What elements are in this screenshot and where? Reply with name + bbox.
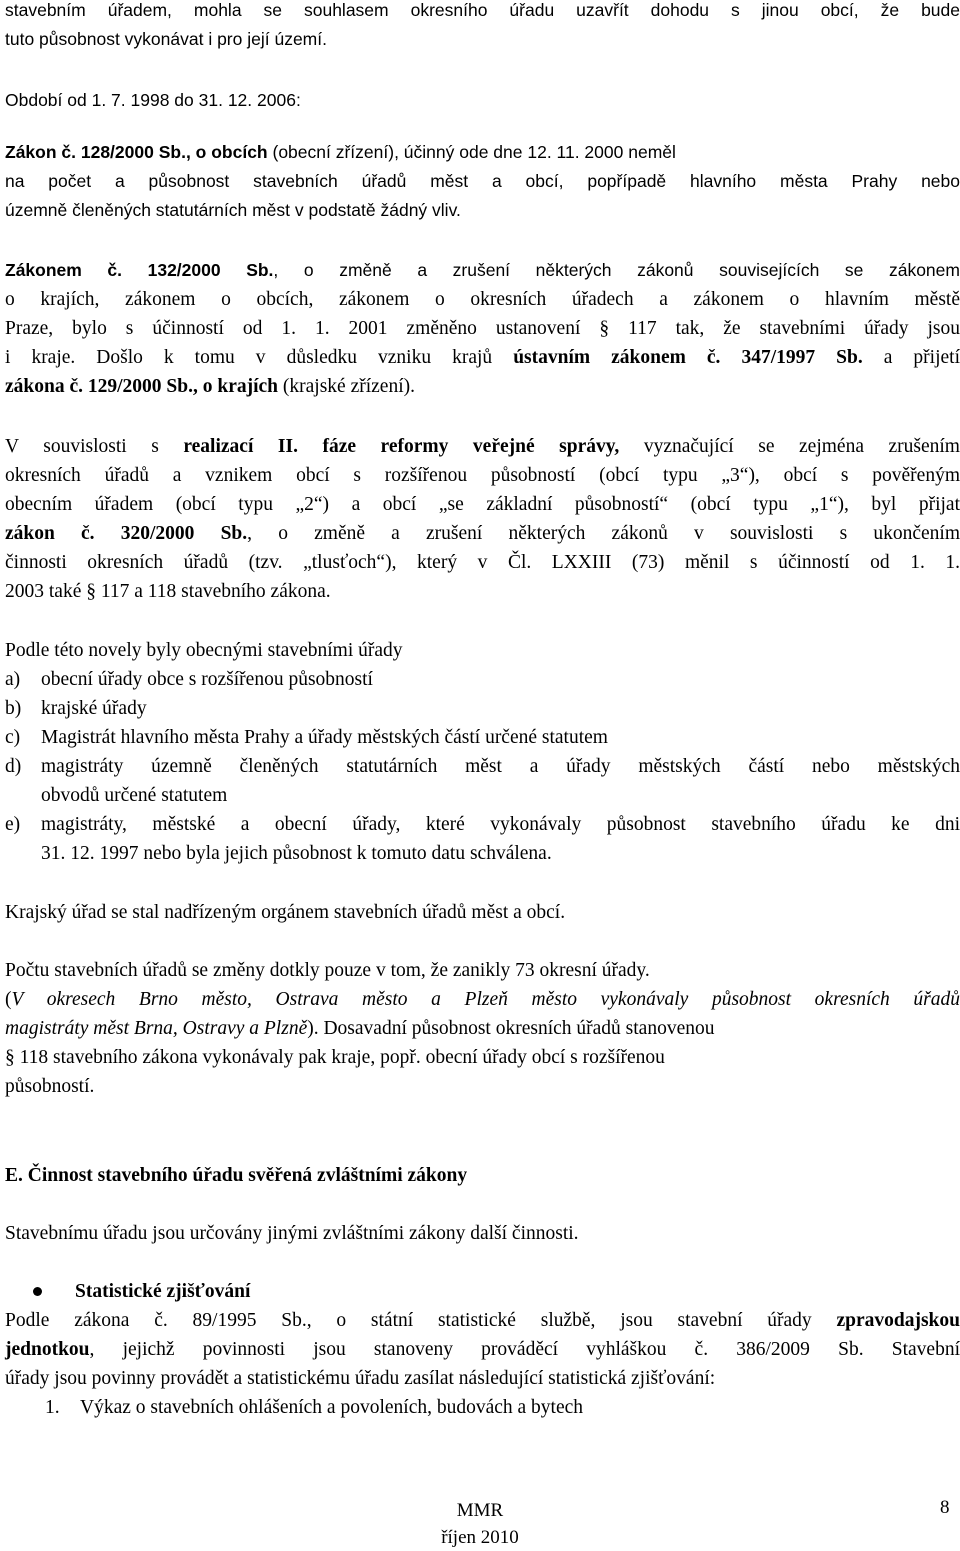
text-line: Podle této novely byly obecnými stavebními úřady — [5, 640, 403, 661]
text-line: územně členěných statutárních měst v podstatě žádný vliv. — [5, 200, 461, 220]
list-item-label: b) — [5, 698, 22, 719]
list-item: a) obecní úřady obce s rozšířenou působností — [5, 665, 960, 694]
text-line: obecním úřadem (obcí typu „2“) a obcí „se základní působností“ (obcí typu „1“), byl přijat — [5, 494, 960, 515]
text-line: magistráty měst Brna, Ostravy a Plzně). Dosavadní působnost okresních úřadů stanovenou — [5, 1018, 715, 1039]
text-line: Počtu stavebních úřadů se změny dotkly pouze v tom, že zanikly 73 okresní úřady. — [5, 960, 650, 981]
page-footer — [405, 1497, 555, 1551]
text-line: zákona č. 129/2000 Sb., o krajích (krajské zřízení). — [5, 376, 415, 397]
bullet-icon — [33, 1287, 42, 1296]
bullet-item: Statistické zjišťování — [5, 1277, 960, 1306]
text-line: úřady jsou povinny provádět a statistickému úřadu zasílat následující statistická zjišťování: — [5, 1368, 716, 1389]
text-line: (V okresech Brno město, Ostrava město a Plzeň město vykonávaly působnost okresních úřadů — [5, 989, 960, 1010]
list-item-label: c) — [5, 727, 21, 748]
text-line: 2003 také § 117 a 118 stavebního zákona. — [5, 581, 331, 602]
text-line: okresních úřadů a vznikem obcí s rozšířenou působností (obcí typu „3“), obcí s pověřeným — [5, 465, 960, 486]
list-item-label: a) — [5, 669, 21, 690]
paragraph-krajsky-urad: Krajský úřad se stal nadřízeným orgánem stavebních úřadů měst a obcí. — [5, 902, 566, 923]
text-line: i kraje. Došlo k tomu v důsledku vzniku krajů ústavním zákonem č. 347/1997 Sb. a přijetí — [5, 347, 960, 368]
period-heading: Období od 1. 7. 1998 do 31. 12. 2006: — [5, 90, 301, 110]
text-line: Zákonem č. 132/2000 Sb., o změně a zrušení některých zákonů souvisejících se zákonem — [5, 260, 960, 280]
text-line: působností. — [5, 1076, 95, 1097]
text-line: o krajích, zákonem o obcích, zákonem o okresních úřadech a zákonem o hlavním městě — [5, 289, 960, 310]
section-heading: E. Činnost stavebního úřadu svěřená zvláštními zákony — [5, 1165, 468, 1186]
text-line: na počet a působnost stavebních úřadů měst a obcí, popřípadě hlavního města Prahy nebo — [5, 171, 960, 191]
numbered-item-label: 1. — [45, 1397, 60, 1418]
paragraph-statistika — [5, 1306, 960, 1393]
list-item-label: e) — [5, 814, 21, 835]
footer-organization: MMR — [456, 1500, 504, 1521]
list-item: e) magistráty, městské a obecní úřady, které vykonávaly působnost stavebního úřadu ke dni 31. 12. 1997 nebo byla jejich působnost k tomuto datu schválena. — [5, 810, 960, 868]
list-item: b) krajské úřady — [5, 694, 960, 723]
paragraph-law-132 — [5, 256, 960, 401]
text-line: zákon č. 320/2000 Sb., o změně a zrušení některých zákonů v souvislosti s ukončením — [5, 523, 960, 544]
text-line: Podle zákona č. 89/1995 Sb., o státní statistické službě, jsou stavební úřady zpravodajskou — [5, 1310, 960, 1331]
text-line: Zákon č. 128/2000 Sb., o obcích (obecní zřízení), účinný ode dne 12. 11. 2000 neměl — [5, 142, 676, 162]
list-item: c) Magistrát hlavního města Prahy a úřady městských částí určené statutem — [5, 723, 960, 752]
text-line: jednotkou, jejichž povinnosti jsou stanoveny prováděcí vyhláškou č. 386/2009 Sb. Stavební — [5, 1339, 960, 1360]
paragraph-pocet-uradu — [5, 956, 960, 1101]
paragraph-law-128 — [5, 138, 960, 225]
text-line: činnosti okresních úřadů (tzv. „tlusťoch“), který v Čl. LXXIII (73) měnil s účinností od 1. 1. — [5, 552, 960, 573]
text-line: stavebním úřadem, mohla se souhlasem okresního úřadu uzavřít dohodu s jinou obcí, že bude — [5, 0, 960, 20]
paragraph-intro — [5, 0, 960, 54]
text-line: § 118 stavebního zákona vykonávaly pak kraje, popř. obecní úřady obcí s rozšířenou — [5, 1047, 665, 1068]
page-number: 8 — [940, 1497, 950, 1518]
list-item-label: d) — [5, 756, 22, 777]
paragraph-reform — [5, 432, 960, 606]
text-line: V souvislosti s realizací II. fáze reformy veřejné správy, vyznačující se zejména zrušením — [5, 436, 960, 457]
list-item: d) magistráty územně členěných statutárních měst a úřady městských částí nebo městských obvodů určené statutem — [5, 752, 960, 810]
paragraph-novela — [5, 636, 960, 665]
text-line: Praze, bylo s účinností od 1. 1. 2001 změněno ustanovení § 117 tak, že stavebními úřady jsou — [5, 318, 960, 339]
numbered-item: 1. Výkaz o stavebních ohlášeních a povoleních, budovách a bytech — [5, 1393, 960, 1422]
text-line: tuto působnost vykonávat i pro její území. — [5, 29, 327, 49]
footer-date: říjen 2010 — [441, 1527, 519, 1548]
paragraph-zvlastni-zakony: Stavebnímu úřadu jsou určovány jinými zvláštními zákony další činnosti. — [5, 1223, 579, 1244]
